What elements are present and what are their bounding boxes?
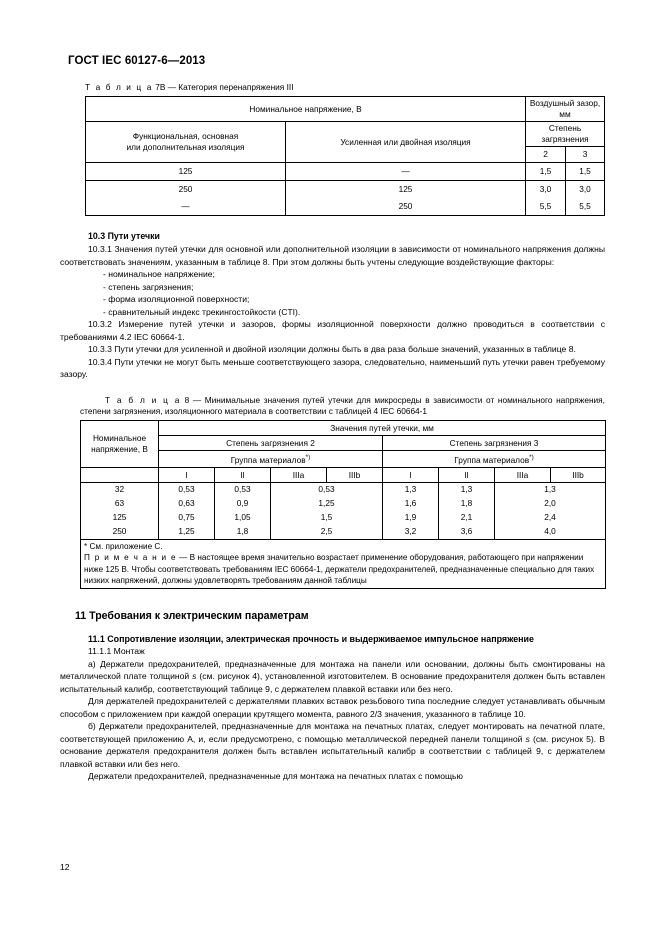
th-air-gap: Воздушный зазор, мм [526, 97, 605, 122]
heading-11-1: 11.1 Сопротивление изоляции, электрическая прочность и выдерживаемое импульсное напряжение [88, 633, 534, 644]
spacer [60, 216, 605, 230]
cell-pd2-r2: 3,0 [526, 181, 566, 199]
cell8-p2-I-r3: 0,75 [159, 511, 215, 525]
cell8-p2-I-r1: 0,53 [159, 483, 215, 498]
cell8-voltage-r2: 63 [81, 497, 159, 511]
cell8-p3-II-r1: 1,3 [439, 483, 495, 498]
spacer [60, 381, 605, 395]
table-row [86, 97, 605, 122]
table-row [81, 468, 606, 483]
bullet-nominal-voltage: - номинальное напряжение; [103, 269, 215, 279]
th8-g-p3-II: II [439, 468, 495, 483]
spacer [60, 623, 605, 633]
cell8-p3-I-r3: 1,9 [383, 511, 439, 525]
cell8-voltage-r3: 125 [81, 511, 159, 525]
th-reinforced-double: Усиленная или двойная изоляция [286, 122, 526, 163]
th8-nv-blank [81, 468, 159, 483]
para-10-3-4: 10.3.4 Пути утечки не могут быть меньше соответствующего зазора, следовательно, наименьший путь утечки равен требуемому зазору. [60, 356, 605, 379]
table-8-note-label: П р и м е ч а н и е [84, 553, 177, 563]
table-8-footnote: * См. приложение С. [84, 542, 163, 552]
table-row [86, 181, 605, 199]
th8-nominal-voltage [81, 421, 159, 468]
th-nominal-voltage: Номинальное напряжение, В [86, 97, 526, 122]
bullet-pollution-degree: - степень загрязнения; [103, 281, 194, 292]
table-row [86, 198, 605, 216]
th8-g-p3-IIIa: IIIa [495, 468, 551, 483]
cell-functional-r2: 250 [86, 181, 286, 199]
cell8-p3-II-r3: 2,1 [439, 511, 495, 525]
cell8-p3-I-r2: 1,6 [383, 497, 439, 511]
th-functional-basic [86, 122, 286, 163]
cell-pd2-r3: 5,5 [526, 198, 566, 216]
cell8-p2-I-r4: 1,25 [159, 525, 215, 540]
spacer [60, 589, 605, 603]
cell8-p3-I-r1: 1,3 [383, 483, 439, 498]
th-pd-3: 3 [566, 147, 605, 163]
para-10-3-2: 10.3.2 Измерение путей утечки и зазоров, формы изоляционной поверхности должно проводиться в соответствии с требованиями 4.2 IEC 60664-1. [60, 319, 605, 342]
th8-g-p2-I: I [159, 468, 215, 483]
cell8-p2-II-r1: 0,53 [215, 483, 271, 498]
heading-section-11: 11 Требования к электрическим параметрам [75, 609, 309, 622]
table-row [81, 436, 606, 451]
cell8-p2-III-r3: 1,5 [271, 511, 383, 525]
table-7b-caption-label: Т а б л и ц а [85, 82, 153, 92]
th8-material-group-3-sup: *) [529, 454, 534, 462]
table-8-notes [81, 540, 606, 589]
cell-pd3-r1: 1,5 [566, 163, 605, 181]
cell8-p2-III-r1: 0,53 [271, 483, 383, 498]
th-functional-basic-l2: или дополнительная изоляция [126, 142, 245, 153]
th8-material-group-2-sup: *) [305, 454, 311, 462]
table-row [81, 540, 606, 589]
th8-nominal-voltage-l2: напряжение, В [91, 444, 148, 455]
para-11-1-1-a2: Для держателей предохранителей с держателями плавких вставок резьбового типа последние следует устанавливать обычным способом с приложением при каждой операции крутящего момента, равного 2/3 значения, указанного в таблице 10. [60, 696, 605, 719]
th-pollution-degree: Степень загрязнения [526, 122, 605, 147]
cell8-p3-III-r3: 2,4 [495, 511, 606, 525]
para-10-3-1: 10.3.1 Значения путей утечки для основной или дополнительной изоляции в зависимости от номинального напряжения должны соответствовать значениям, указанным в таблице 8. При этом должны быть учтены следующие воздействующие факторы: [60, 244, 605, 267]
th8-g-p3-IIIb: IIIb [551, 468, 606, 483]
th-functional-basic-l1: Функциональная, основная [132, 131, 239, 142]
cell8-voltage-r1: 32 [81, 483, 159, 498]
bullet-cti: - сравнительный индекс трекингостойкости (CTI). [103, 306, 301, 317]
cell-pd3-r3: 5,5 [566, 198, 605, 216]
cell8-p2-II-r3: 1,05 [215, 511, 271, 525]
th8-pollution-2: Степень загрязнения 2 [159, 436, 383, 451]
table-row [81, 511, 606, 525]
page-number: 12 [60, 862, 70, 872]
table-8 [80, 420, 606, 588]
table-8-note-text: — В настоящее время значительно возрастает применение оборудования, работающего при напряжении ниже 125 В. Чтобы соответствовать требованиям IEC 60664-1, держатели предохранителей, предназначенные специально для таких низких напряжений, должны удовлетворять требованиям данной таблицы [84, 553, 595, 586]
th-pd-2: 2 [526, 147, 566, 163]
table-7b-wrapper [85, 96, 604, 216]
cell-reinforced-r1: — [286, 163, 526, 181]
symbol-s-2: s [525, 733, 530, 744]
cell8-p3-III-r1: 1,3 [495, 483, 606, 498]
para-10-3-3: 10.3.3 Пути утечки для усиленной и двойной изоляции должны быть в два раза больше значений, указанных в таблице 8. [88, 344, 576, 354]
cell8-p3-III-r4: 4,0 [495, 525, 606, 540]
heading-10-3: 10.3 Пути утечки [88, 231, 160, 242]
cell-reinforced-r2: 125 [286, 181, 526, 199]
cell8-p3-III-r2: 2,0 [495, 497, 606, 511]
cell-reinforced-r3: 250 [286, 198, 526, 216]
th8-g-p2-IIIa: IIIa [271, 468, 327, 483]
para-11-1-1-b2: Держатели предохранителей, предназначенные для монтажа на печатных платах с помощью [88, 771, 463, 782]
th8-material-group-2-text: Группа материалов [230, 455, 306, 466]
cell8-p2-II-r4: 1,8 [215, 525, 271, 540]
cell8-p3-II-r4: 3,6 [439, 525, 495, 540]
cell-functional-r1: 125 [86, 163, 286, 181]
table-row [81, 525, 606, 540]
table-8-note [84, 552, 602, 586]
th8-g-p2-II: II [215, 468, 271, 483]
page-header: ГОСТ IEC 60127-6—2013 [68, 55, 206, 67]
th8-pollution-3: Степень загрязнения 3 [383, 436, 606, 451]
th8-material-group-3 [383, 451, 606, 468]
cell8-p2-III-r2: 1,25 [271, 497, 383, 511]
table-7b [85, 96, 605, 216]
table-row [81, 451, 606, 468]
page-content [60, 82, 605, 783]
cell-pd3-r2: 3,0 [566, 181, 605, 199]
table-8-caption-text: 8 — Минимальные значения путей утечки для микросреды в зависимости от номинального напряжения, степени загрязнения, изоляционного материала в соответствии с таблицей 4 IEC 60664-1 [80, 394, 605, 416]
th8-g-p3-I: I [383, 468, 439, 483]
table-8-caption-label: Т а б л и ц а [105, 394, 181, 405]
cell8-voltage-r4: 250 [81, 525, 159, 540]
table-8-wrapper [80, 420, 605, 588]
table-row [81, 421, 606, 436]
th8-creepage-values: Значения путей утечки, мм [159, 421, 606, 436]
cell8-p2-II-r2: 0,9 [215, 497, 271, 511]
cell8-p2-I-r2: 0,63 [159, 497, 215, 511]
table-7b-caption-text: 7В — Категория перенапряжения III [155, 82, 294, 92]
para-11-1-1-b: б) Держатели предохранителей, предназначенные для монтажа на печатных платах, следует монтировать на печатной плате, соответствующей приложению А, и, если предусмотрено, с помощью металлической передней панели толщиной s (см. рисунок 5). В основание держателя предохранителя должен быть вставлен испытательный калибр в соответствии с таблицей 9, с держателем плавкой вставки или без него. [60, 721, 605, 769]
table-row [86, 163, 605, 181]
table-row [86, 122, 605, 147]
table-row [81, 483, 606, 498]
cell8-p3-I-r4: 3,2 [383, 525, 439, 540]
symbol-s: s [192, 671, 197, 682]
cell-functional-r3: — [86, 198, 286, 216]
th8-nominal-voltage-l1: Номинальное [92, 433, 147, 444]
th8-g-p2-IIIb: IIIb [327, 468, 383, 483]
heading-11-1-1: 11.1.1 Монтаж [88, 646, 145, 657]
cell8-p2-III-r4: 2,5 [271, 525, 383, 540]
bullet-surface-form: - форма изоляционной поверхности; [103, 294, 250, 304]
table-7b-caption [85, 82, 605, 93]
para-11-1-1-a: а) Держатели предохранителей, предназначенные для монтажа на панели или основании, должны быть смонтированы на металлической плате толщиной s (см. рисунок 4), установленной изготовителем. В основание предохранителя должен быть вставлен испытательный калибр, соответствующий таблице 9, с держателем плавкой вставки или без него. [60, 658, 605, 694]
table-row [81, 497, 606, 511]
table-8-caption [80, 395, 605, 418]
cell8-p3-II-r2: 1,8 [439, 497, 495, 511]
cell-pd2-r1: 1,5 [526, 163, 566, 181]
th8-material-group-3-text: Группа материалов [454, 455, 530, 466]
th8-material-group-2 [159, 451, 383, 468]
